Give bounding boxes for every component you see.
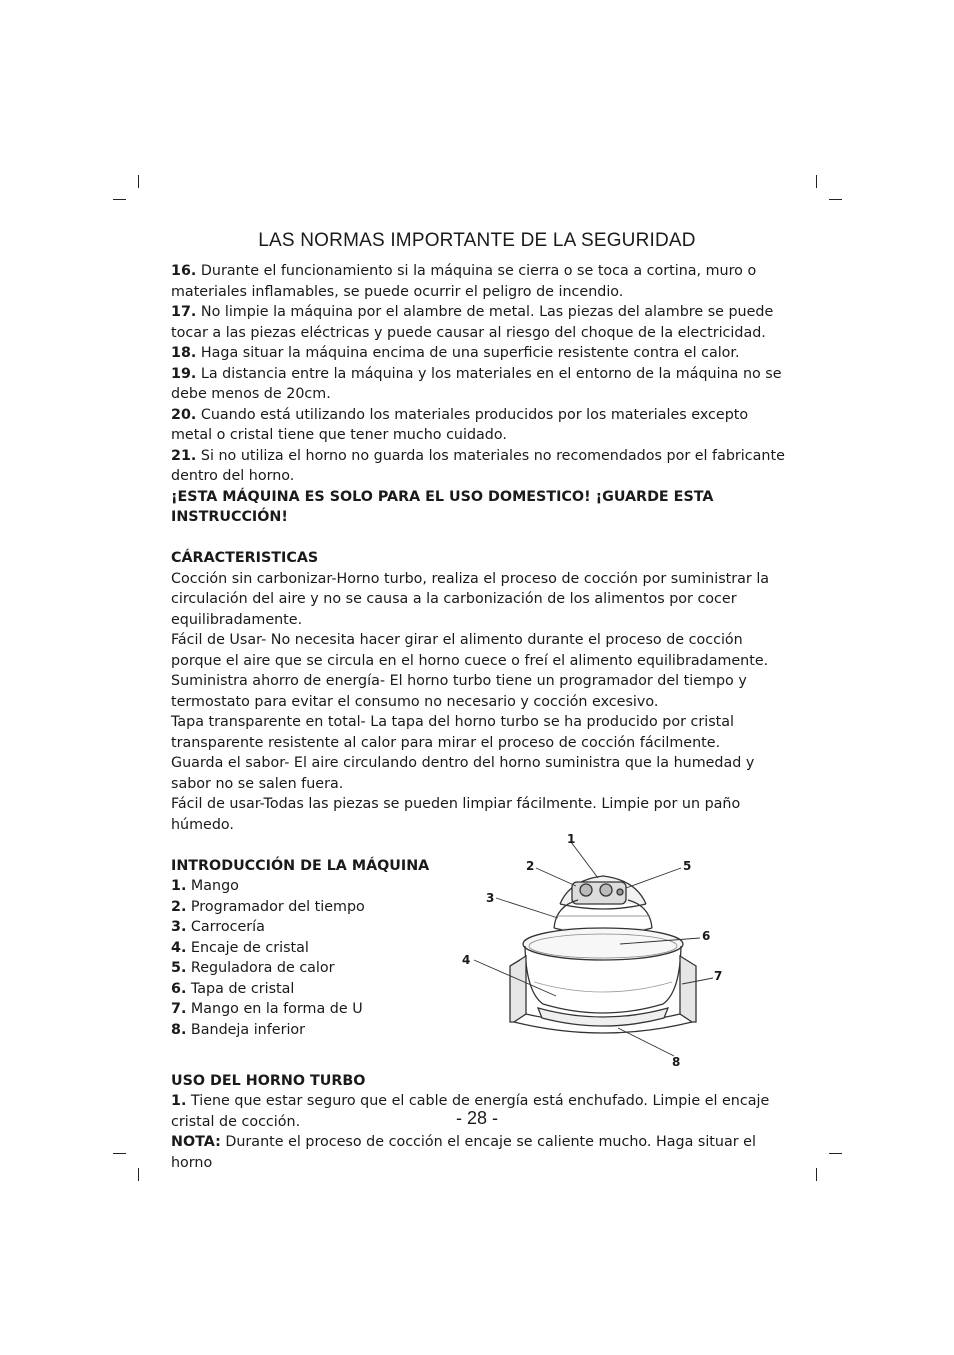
diagram-label: 4: [462, 952, 471, 967]
crop-mark: [816, 175, 817, 188]
crop-mark: [113, 199, 126, 200]
part-item: 7. Mango en la forma de U: [171, 1001, 363, 1017]
feature-paragraph: Suministra ahorro de energía- El horno turbo tiene un programador del tiempo y termostato para evitar el consumo no necesario y cocción excesivo.: [171, 673, 747, 710]
usage-step: 1. Tiene que estar seguro que el cable de energía está enchufado. Limpie el encaje cristal de cocción.: [171, 1093, 770, 1130]
diagram-label: 2: [526, 858, 535, 873]
feature-paragraph: Tapa transparente en total- La tapa del horno turbo se ha producido por cristal transparente resistente al calor para mirar el proceso de cocción fácilmente.: [171, 714, 734, 751]
diagram-label: 7: [714, 968, 723, 983]
part-item: 2. Programador del tiempo: [171, 898, 365, 915]
intro-section: [171, 831, 787, 1069]
feature-paragraph: Cocción sin carbonizar-Horno turbo, realiza el proceso de cocción por suministrar la circulación del aire y no se causa a la carbonización de los alimentos por cocer equilibradamente.: [171, 570, 770, 628]
safety-rule-20: [171, 405, 787, 446]
diagram-label: 3: [486, 890, 495, 905]
feature-paragraph: Fácil de usar-Todas las piezas se pueden limpiar fácilmente. Limpie por un paño húmedo.: [171, 796, 741, 833]
safety-rule-18: [171, 343, 787, 364]
crop-mark: [816, 1168, 817, 1181]
rule-text: Haga situar la máquina encima de una superficie resistente contra el calor.: [196, 345, 740, 361]
parts-list: [171, 856, 471, 1041]
rule-number: 16.: [171, 263, 197, 279]
page-number: - 28 -: [455, 1108, 498, 1128]
crop-mark: [829, 1153, 842, 1154]
crop-mark: [138, 175, 139, 188]
crop-mark: [113, 1153, 126, 1154]
part-item: 1. Mango: [171, 878, 239, 894]
safety-rule-21: [171, 446, 787, 487]
rule-text: La distancia entre la máquina y los materiales en el entorno de la máquina no se debe menos de 20cm.: [171, 365, 782, 402]
rule-number: 18.: [171, 345, 197, 361]
turbo-oven-diagram: [462, 831, 723, 1069]
diagram-label: 6: [702, 928, 711, 943]
diagram-label: 8: [672, 1054, 681, 1069]
diagram-label: 1: [567, 831, 576, 846]
rule-text: Si no utiliza el horno no guarda los materiales no recomendados por el fabricante dentro del horno.: [171, 447, 785, 484]
part-item: 6. Tapa de cristal: [171, 980, 295, 997]
usage-note: NOTA: Durante el proceso de cocción el encaje se caliente mucho. Haga situar el horno: [171, 1134, 756, 1171]
crop-mark: [138, 1168, 139, 1181]
diagram-label: 5: [683, 858, 692, 873]
part-item: 8. Bandeja inferior: [171, 1021, 306, 1038]
page-content: [171, 261, 787, 1173]
rule-number: 17.: [171, 304, 197, 320]
rule-text: Durante el funcionamiento si la máquina se cierra o se toca a cortina, muro o materiales inflamables, se puede ocurrir el peligro de incendio.: [171, 263, 757, 300]
rule-text: Cuando está utilizando los materiales producidos por los materiales excepto metal o cristal tiene que tener mucho cuidado.: [171, 406, 749, 443]
rule-text: No limpie la máquina por el alambre de metal. Las piezas del alambre se puede tocar a las piezas eléctricas y puede causar al riesgo del choque de la electricidad.: [171, 304, 774, 341]
feature-paragraph: Guarda el sabor- El aire circulando dentro del horno suministra que la humedad y sabor no se salen fuera.: [171, 755, 755, 792]
part-item: 3. Carrocería: [171, 919, 265, 935]
features-heading: CÁRACTERISTICAS: [171, 550, 319, 566]
page-title: LAS NORMAS IMPORTANTE DE LA SEGURIDAD: [258, 230, 696, 251]
rule-number: 21.: [171, 447, 197, 464]
safety-rule-16: [171, 261, 787, 302]
safety-rules: [171, 261, 787, 528]
feature-paragraph: Fácil de Usar- No necesita hacer girar el alimento durante el proceso de cocción porque el aire que se circula en el horno cuece o freí el alimento equilibradamente.: [171, 632, 769, 669]
warning-text: ¡ESTA MÁQUINA ES SOLO PARA EL USO DOMESTICO! ¡GUARDE ESTA INSTRUCCIÓN!: [171, 488, 714, 525]
crop-mark: [829, 199, 842, 200]
safety-rule-17: [171, 302, 787, 343]
part-item: 5. Reguladora de calor: [171, 960, 335, 976]
usage-heading: USO DEL HORNO TURBO: [171, 1072, 366, 1089]
rule-number: 20.: [171, 406, 197, 423]
intro-heading: INTRODUCCIÓN DE LA MÁQUINA: [171, 857, 430, 874]
part-item: 4. Encaje de cristal: [171, 939, 309, 956]
safety-rule-19: [171, 364, 787, 405]
features-section: [171, 548, 787, 835]
rule-number: 19.: [171, 365, 197, 382]
